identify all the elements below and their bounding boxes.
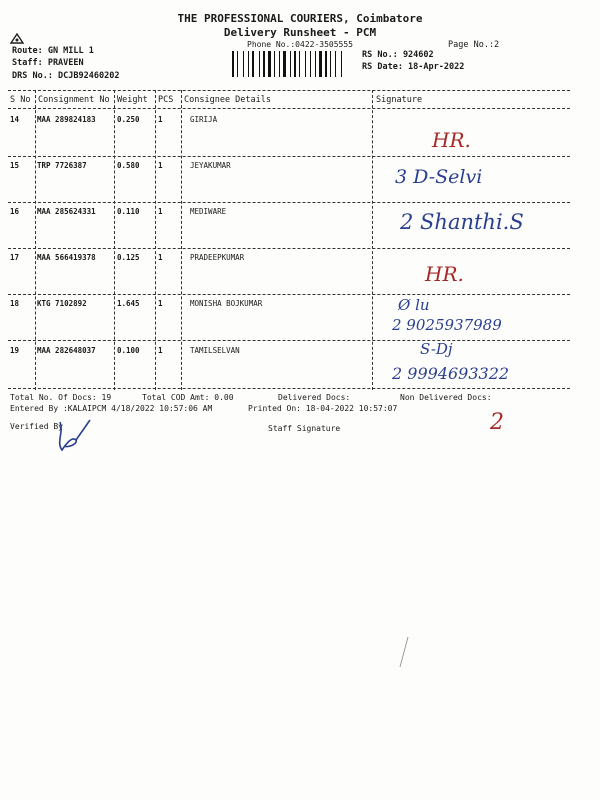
rs-date: RS Date: 18-Apr-2022 (362, 62, 465, 72)
barcode-bar (239, 51, 242, 77)
row-signature: HR. (432, 128, 471, 152)
row-weight: 0.125 (117, 253, 140, 262)
table-top-rule (8, 90, 570, 91)
row-signature: HR. (425, 262, 464, 286)
document-title: Delivery Runsheet - PCM (223, 26, 377, 39)
row-signature: 2 Shanthi.S (400, 210, 524, 234)
barcode-bar (317, 51, 318, 77)
column-header-consignee: Consignee Details (184, 95, 271, 105)
handwritten-count: 2 (490, 410, 504, 435)
row-signature: 2 9025937989 (392, 316, 502, 334)
table-bottom-rule (8, 388, 570, 389)
row-sno: 19 (10, 346, 20, 355)
entered-by: Entered By :KALAIPCM 4/18/2022 10:57:06 AM (10, 404, 213, 413)
barcode-bar (312, 51, 314, 77)
staff: Staff: PRAVEEN (12, 58, 84, 68)
row-pcs: 1 (158, 346, 163, 355)
barcode-bar (261, 51, 262, 77)
row-weight: 0.110 (117, 207, 140, 216)
barcode-bar (337, 51, 340, 77)
barcode-bar (301, 51, 304, 77)
row-signature: 2 9994693322 (392, 364, 510, 383)
column-header-weight: Weight (117, 95, 148, 105)
row-divider (8, 248, 570, 249)
column-header-sno: S No (10, 95, 31, 105)
barcode-bar (255, 51, 258, 77)
row-signature-scribble: S-Dj (420, 340, 453, 358)
barcode-bar (235, 51, 236, 77)
row-divider (8, 340, 570, 341)
barcode-bar (232, 51, 234, 77)
row-sno: 14 (10, 115, 20, 124)
row-sno: 17 (10, 253, 20, 262)
barcode-bar (307, 51, 309, 77)
barcode-bar (266, 51, 267, 77)
column-header-consignment: Consignment No (38, 95, 110, 105)
row-pcs: 1 (158, 253, 163, 262)
row-divider (8, 202, 570, 203)
row-consignment: MAA 566419378 (37, 253, 96, 262)
row-pcs: 1 (158, 299, 163, 308)
barcode-bar (276, 51, 278, 77)
row-pcs: 1 (158, 207, 163, 216)
barcode-bar (290, 51, 291, 77)
row-consignee: TAMILSELVAN (190, 346, 240, 355)
barcode-bar (268, 51, 271, 77)
non-delivered-docs: Non Delivered Docs: (400, 393, 492, 402)
row-consignee: PRADEEPKUMAR (190, 253, 245, 262)
barcode-bar (323, 51, 324, 77)
barcode-bar (263, 51, 265, 77)
column-header-pcs: PCS (158, 95, 174, 105)
row-consignee: MEDIWARE (190, 207, 227, 216)
barcode-bar (252, 51, 254, 77)
barcode-bar (315, 51, 316, 77)
staff-signature-label: Staff Signature (268, 424, 341, 433)
row-sno: 18 (10, 299, 20, 308)
row-consignment: MAA 282648037 (37, 346, 96, 355)
rs-number: RS No.: 924602 (362, 50, 434, 60)
barcode-bar (328, 51, 329, 77)
row-pcs: 1 (158, 161, 163, 170)
scan-mark (398, 636, 410, 668)
column-rule (114, 90, 115, 390)
barcode-bar (245, 51, 247, 77)
row-weight: 0.250 (117, 115, 140, 124)
verifier-signature-scribble (50, 418, 100, 454)
row-sno: 16 (10, 207, 20, 216)
row-consignee: MONISHA BOJKUMAR (190, 299, 263, 308)
barcode-bar (335, 51, 336, 77)
row-consignee: JEYAKUMAR (190, 161, 231, 170)
barcode-bar (292, 51, 293, 77)
row-consignment: MAA 285624331 (37, 207, 96, 216)
phone-number: Phone No.:0422-3505555 (247, 40, 353, 49)
page-number: Page No.:2 (448, 40, 500, 50)
row-consignment: KTG 7102892 (37, 299, 87, 308)
route: Route: GN MILL 1 (12, 46, 94, 56)
row-consignment: TRP 7726387 (37, 161, 87, 170)
table-header-rule (8, 108, 570, 109)
column-rule (35, 90, 36, 390)
drs-number: DRS No.: DCJB92460202 (12, 71, 120, 81)
barcode-bar (325, 51, 327, 77)
barcode (232, 51, 358, 77)
row-divider (8, 156, 570, 157)
total-docs: Total No. Of Docs: 19 (10, 393, 112, 402)
total-cod: Total COD Amt: 0.00 (142, 393, 234, 402)
row-consignee: GIRIJA (190, 115, 218, 124)
barcode-bar (310, 51, 311, 77)
barcode-bar (299, 51, 300, 77)
company-name: THE PROFESSIONAL COURIERS, Coimbatore (177, 12, 423, 25)
row-signature-scribble: Ø lu (398, 296, 430, 314)
barcode-bar (319, 51, 322, 77)
barcode-bar (281, 51, 282, 77)
row-weight: 1.645 (117, 299, 140, 308)
barcode-bar (272, 51, 273, 77)
barcode-bar (250, 51, 251, 77)
barcode-bar (259, 51, 260, 77)
column-rule (372, 90, 373, 390)
delivered-docs: Delivered Docs: (278, 393, 351, 402)
barcode-bar (330, 51, 331, 77)
barcode-bar (243, 51, 244, 77)
row-consignment: MAA 289824183 (37, 115, 96, 124)
barcode-bar (294, 51, 296, 77)
column-rule (155, 90, 156, 390)
row-signature: 3 D-Selvi (395, 166, 483, 188)
barcode-bar (279, 51, 280, 77)
barcode-bar (287, 51, 289, 77)
verified-by-label: Verified By (10, 422, 63, 431)
barcode-bar (274, 51, 275, 77)
barcode-bar (341, 51, 342, 77)
column-rule (181, 90, 182, 390)
barcode-bar (237, 51, 238, 77)
barcode-bar (283, 51, 286, 77)
barcode-bar (297, 51, 298, 77)
row-sno: 15 (10, 161, 20, 170)
barcode-bar (248, 51, 249, 77)
row-weight: 0.580 (117, 161, 140, 170)
row-weight: 0.100 (117, 346, 140, 355)
row-divider (8, 294, 570, 295)
row-pcs: 1 (158, 115, 163, 124)
printed-on: Printed On: 18-04-2022 10:57:07 (248, 404, 398, 413)
barcode-bar (305, 51, 306, 77)
barcode-bar (332, 51, 334, 77)
column-header-signature: Signature (376, 95, 423, 105)
